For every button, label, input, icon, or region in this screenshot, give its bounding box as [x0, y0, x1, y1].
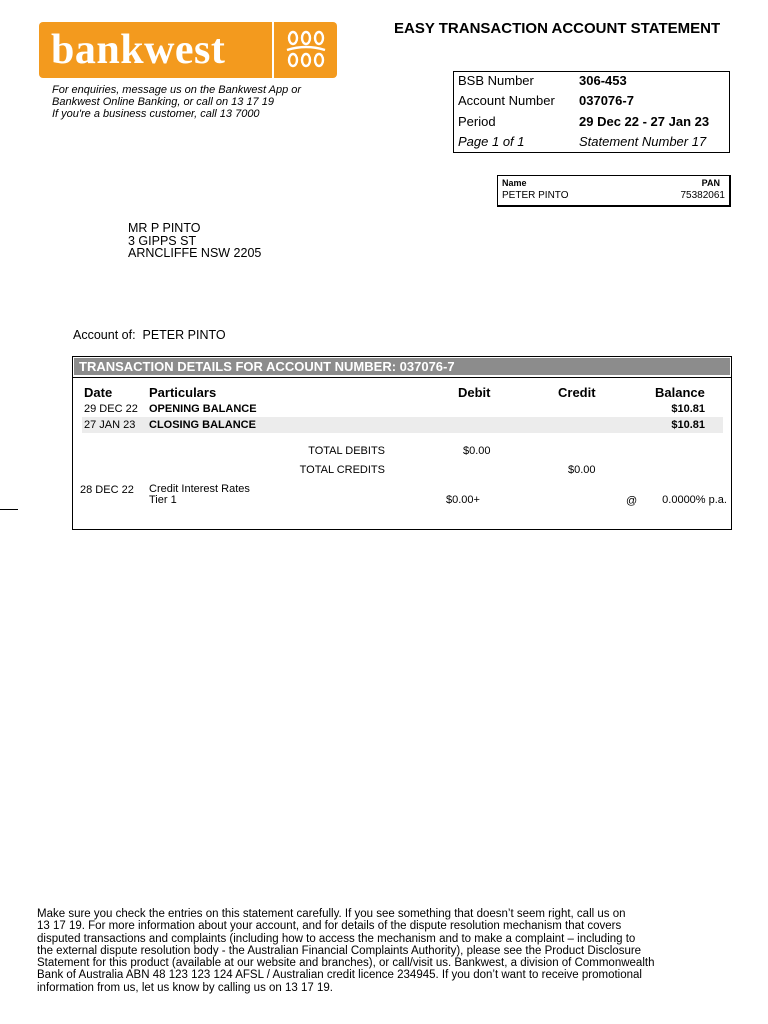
disclaimer — [37, 908, 737, 994]
enquiry-line: For enquiries, message us on the Bankwest App or — [52, 84, 302, 96]
disclaimer-line: Statement for this product (available at our website and branches), or call/visit us. Bankwest, a division of Commonwealth — [37, 957, 655, 970]
page-number: Page 1 of 1 — [458, 134, 525, 149]
row-particulars: OPENING BALANCE — [149, 403, 257, 415]
table-row — [82, 417, 723, 433]
logo-divider — [272, 22, 274, 78]
disclaimer-line: Bank of Australia ABN 48 123 123 124 AFSL / Australian credit licence 234945. If you don’t want to receive promotional — [37, 969, 642, 982]
bsb-label: BSB Number — [458, 73, 534, 88]
logo-emblem-icon — [283, 28, 329, 72]
period-label: Period — [458, 114, 496, 129]
at-symbol: @ — [626, 495, 638, 507]
total-debits-value: $0.00 — [463, 445, 491, 457]
row-particulars: CLOSING BALANCE — [149, 419, 256, 431]
account-of-name: PETER PINTO — [142, 328, 226, 342]
interest-amount: $0.00+ — [446, 494, 480, 506]
disclaimer-line: the external dispute resolution body - the Australian Financial Complaints Authority), please see the Product Disclosure — [37, 944, 642, 957]
header-rule — [73, 377, 731, 378]
disclaimer-line: 13 17 19. For more information about your account, and for details of the dispute resolution mechanism that covers — [37, 920, 622, 933]
account-summary-box — [453, 71, 730, 153]
period-value: 29 Dec 22 - 27 Jan 23 — [579, 114, 710, 129]
pan-value: 75382061 — [680, 190, 725, 201]
interest-rate: 0.0000% p.a. — [662, 494, 727, 506]
transaction-header: TRANSACTION DETAILS FOR ACCOUNT NUMBER: 037076-7 — [74, 358, 730, 375]
enquiry-line: Bankwest Online Banking, or call on 13 17 19 — [52, 96, 274, 108]
address-line: 3 GIPPS ST — [128, 233, 197, 248]
mailing-address — [128, 222, 261, 260]
disclaimer-line: information from us, let us know by calling us on 13 17 19. — [37, 981, 333, 994]
col-debit: Debit — [458, 385, 491, 400]
logo-wordmark: bankwest — [51, 27, 226, 73]
row-date: 29 DEC 22 — [84, 403, 138, 415]
col-credit: Credit — [558, 385, 596, 400]
col-date: Date — [84, 385, 113, 400]
interest-line: Tier 1 — [149, 494, 177, 506]
account-number-label: Account Number — [458, 93, 555, 108]
holder-pan-box — [497, 175, 731, 207]
interest-line: Credit Interest Rates — [149, 483, 250, 495]
disclaimer-line: Make sure you check the entries on this statement carefully. If you see something that doesn’t seem right, call us on — [37, 908, 626, 920]
interest-description — [149, 484, 250, 506]
row-date: 27 JAN 23 — [84, 419, 136, 431]
enquiry-info — [52, 84, 301, 120]
transaction-details — [72, 356, 732, 530]
bankwest-logo — [39, 22, 337, 78]
total-credits-label: TOTAL CREDITS — [299, 464, 385, 476]
bsb-value: 306-453 — [579, 73, 627, 88]
name-label: Name — [502, 178, 527, 188]
table-row — [82, 401, 723, 417]
col-balance: Balance — [655, 385, 705, 400]
fold-mark — [0, 509, 18, 510]
statement-number: Statement Number 17 — [579, 134, 707, 149]
address-line: ARNCLIFFE NSW 2205 — [128, 246, 262, 260]
account-of — [73, 328, 226, 342]
col-particulars: Particulars — [149, 385, 217, 400]
interest-date: 28 DEC 22 — [80, 484, 134, 496]
address-line: MR P PINTO — [128, 221, 201, 235]
enquiry-line: If you're a business customer, call 13 7000 — [52, 108, 260, 120]
total-credits-value: $0.00 — [568, 464, 596, 476]
row-balance: $10.81 — [671, 403, 705, 415]
row-balance: $10.81 — [671, 419, 705, 431]
document-title: EASY TRANSACTION ACCOUNT STATEMENT — [394, 20, 721, 37]
name-value: PETER PINTO — [502, 190, 569, 201]
total-debits-label: TOTAL DEBITS — [308, 445, 385, 457]
disclaimer-line: disputed transactions and complaints (including how to access the mechanism and to make a complaint – including to — [37, 932, 636, 945]
account-number-value: 037076-7 — [579, 93, 634, 108]
account-of-label: Account of: — [73, 328, 136, 342]
pan-label: PAN — [701, 178, 720, 188]
